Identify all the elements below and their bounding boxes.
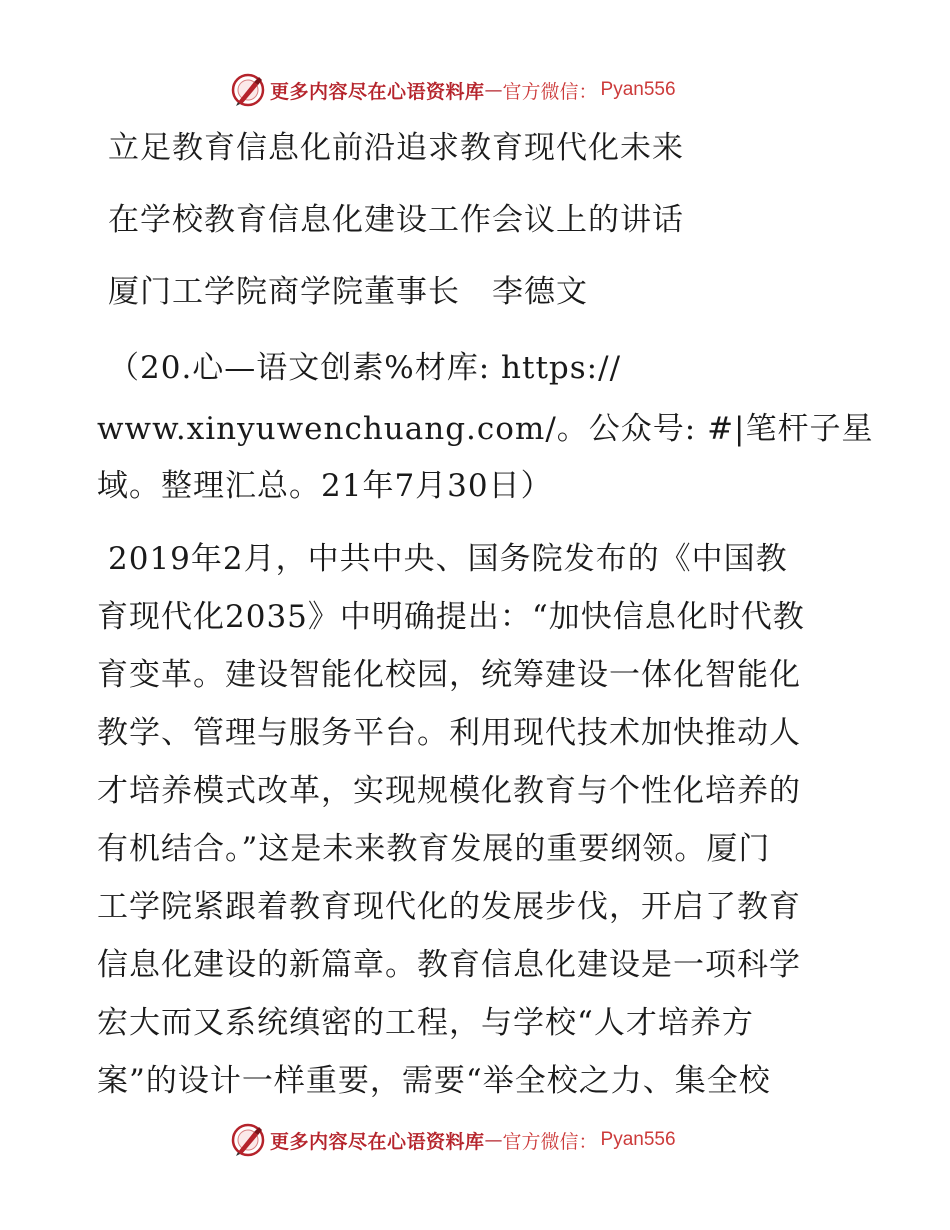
header-banner (230, 72, 720, 108)
body-line: 2019年2月，中共中央、国务院发布的《中国教 (108, 541, 788, 577)
source-line: 域。整理汇总。21年7月30日） (97, 468, 553, 504)
banner-wechat-label: 官方微信： (502, 80, 598, 103)
footer-banner (230, 1122, 720, 1158)
body-line: 教学、管理与服务平台。利用现代技术加快推动人 (97, 715, 801, 751)
banner-dash: — (484, 1129, 503, 1151)
banner-wechat-id: Pyan556 (600, 79, 676, 100)
body-line: 育变革。建设智能化校园，统筹建设一体化智能化 (97, 657, 801, 693)
body-line: 有机结合。”这是未来教育发展的重要纲领。厦门 (97, 831, 771, 867)
document-title: 立足教育信息化前沿追求教育现代化未来 (108, 130, 684, 166)
body-line: 才培养模式改革，实现规模化教育与个性化培养的 (97, 773, 801, 809)
source-line: www.xinyuwenchuang.com/。公众号: #|笔杆子星 (97, 411, 874, 447)
document-author: 厦门工学院商学院董事长 李德文 (108, 274, 588, 310)
body-line: 工学院紧跟着教育现代化的发展步伐，开启了教育 (97, 889, 801, 925)
document-subtitle: 在学校教育信息化建设工作会议上的讲话 (108, 202, 684, 238)
banner-wechat-id: Pyan556 (600, 1129, 676, 1150)
banner-wechat-label: 官方微信： (502, 1130, 598, 1153)
body-line: 案”的设计一样重要，需要“举全校之力、集全校 (97, 1063, 771, 1099)
banner-main-text: 更多内容尽在心语资料库 (270, 80, 485, 103)
pen-logo-icon (230, 72, 266, 108)
body-line: 信息化建设的新篇章。教育信息化建设是一项科学 (97, 947, 801, 983)
banner-dash: — (484, 79, 503, 101)
source-line: （20.心—语文创素%材库: https:// (108, 350, 622, 386)
body-line: 宏大而又系统缜密的工程，与学校“人才培养方 (97, 1005, 754, 1041)
banner-main-text: 更多内容尽在心语资料库 (270, 1130, 485, 1153)
pen-logo-icon (230, 1122, 266, 1158)
body-line: 育现代化2035》中明确提出：“加快信息化时代教 (97, 599, 805, 635)
